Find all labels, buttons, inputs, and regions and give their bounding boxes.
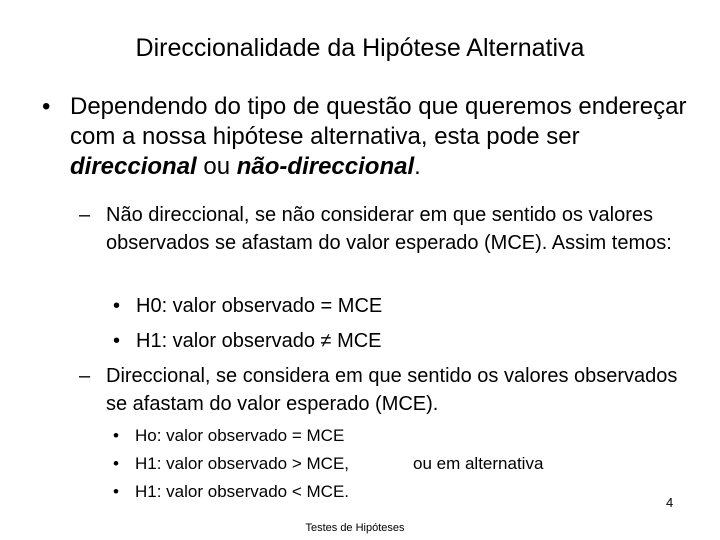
hypothesis-ho-directional — [113, 425, 344, 447]
slide-title: Direccionalidade da Hipótese Alternativa — [135, 34, 585, 62]
sub-bullet-text: Direccional, se considera em que sentido os valores observados se afastam do valor esperado (MCE). — [106, 365, 678, 415]
hypothesis-h1-nondirectional — [113, 327, 382, 355]
hypothesis-text: H1: valor observado > MCE, — [135, 454, 350, 473]
dash-marker: – — [79, 204, 91, 226]
bullet-marker: • — [113, 426, 119, 445]
alternative-note: ou em alternativa — [413, 454, 544, 473]
hypothesis-h1-less — [113, 481, 349, 503]
hypothesis-text: Ho: valor observado = MCE — [135, 426, 345, 445]
bullet-marker: • — [113, 295, 121, 317]
sub-bullet-directional — [79, 362, 689, 418]
term-direccional: direccional — [70, 153, 197, 180]
hypothesis-h0 — [113, 292, 382, 320]
bullet-marker: • — [113, 454, 119, 473]
bullet-marker: • — [113, 330, 121, 352]
dash-marker: – — [79, 365, 91, 387]
main-bullet-text — [42, 92, 692, 182]
main-bullet-intro: Dependendo do tipo de questão que queremos endereçar com a nossa hipótese alternativa, esta pode ser — [70, 93, 687, 150]
term-nao-direccional: não-direccional — [236, 153, 415, 180]
slide-footer: Testes de Hipóteses — [305, 522, 405, 534]
bullet-marker: • — [113, 482, 119, 501]
main-bullet — [42, 92, 692, 182]
sub-bullet-nondirectional — [79, 201, 689, 257]
main-bullet-connector: ou — [196, 153, 237, 180]
bullet-marker: • — [42, 93, 51, 120]
hypothesis-h1-greater — [113, 453, 349, 475]
sub-bullet-text: Não direccional, se não considerar em que sentido os valores observados se afastam do valor esperado (MCE). Assim temos: — [106, 204, 672, 254]
hypothesis-text: H1: valor observado ≠ MCE — [136, 330, 382, 352]
hypothesis-text: H1: valor observado < MCE. — [135, 482, 350, 501]
page-number: 4 — [666, 495, 674, 510]
main-bullet-end: . — [414, 153, 421, 180]
hypothesis-text: H0: valor observado = MCE — [136, 295, 383, 317]
